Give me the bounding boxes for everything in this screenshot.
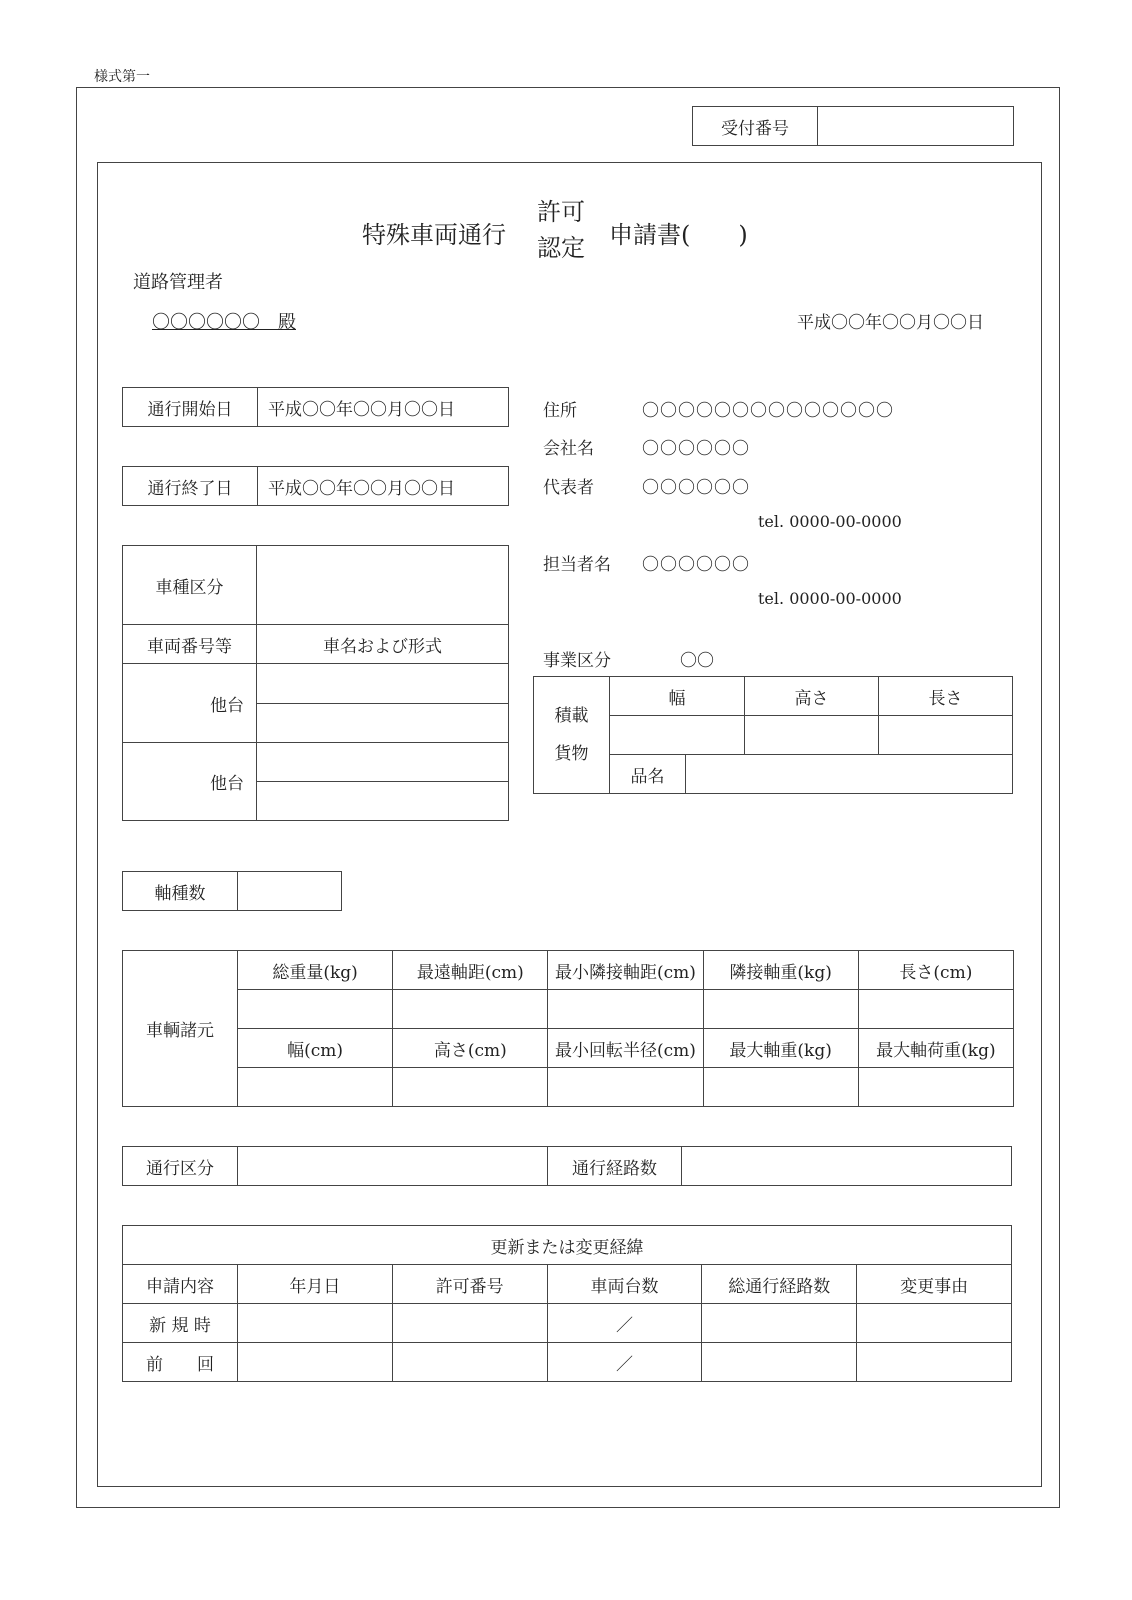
spec-header: 幅(cm) [238, 1029, 393, 1068]
business-value: 〇〇 [680, 651, 714, 671]
start-date-row [122, 387, 509, 427]
spec-field[interactable] [548, 1068, 703, 1107]
spec-field[interactable] [238, 1068, 393, 1107]
vehicle-row-field[interactable] [257, 664, 509, 703]
route-count-label: 通行経路数 [548, 1147, 682, 1186]
history-title: 更新または変更経緯 [123, 1226, 1012, 1265]
vehicle-row-field[interactable] [257, 781, 509, 820]
contact-label: 担当者名 [543, 555, 611, 575]
history-vehicles-field[interactable]: ／ [547, 1304, 702, 1343]
representative-label: 代表者 [543, 478, 594, 498]
axle-label: 軸種数 [123, 872, 238, 911]
spec-field[interactable] [858, 1068, 1013, 1107]
address-value: 〇〇〇〇〇〇〇〇〇〇〇〇〇〇 [642, 401, 894, 421]
address-label: 住所 [543, 401, 577, 421]
axle-field[interactable] [238, 872, 342, 911]
addressee-label: 道路管理者 [133, 272, 223, 293]
history-header: 申請内容 [123, 1265, 238, 1304]
history-table [122, 1225, 1012, 1382]
history-permit-field[interactable] [392, 1304, 547, 1343]
spec-header: 最遠軸距(cm) [393, 951, 548, 990]
cargo-length-field[interactable] [879, 716, 1013, 755]
title-option-permit: 許可 [537, 198, 585, 226]
cargo-height-field[interactable] [745, 716, 879, 755]
cargo-label-line-2: 貨物 [554, 744, 589, 764]
history-routes-field[interactable] [702, 1304, 857, 1343]
representative-tel: tel. 0000-00-0000 [758, 512, 902, 531]
end-date-row [122, 466, 509, 506]
spec-field[interactable] [548, 990, 703, 1029]
history-header: 年月日 [238, 1265, 393, 1304]
start-date-label: 通行開始日 [123, 388, 258, 427]
contact-value: 〇〇〇〇〇〇 [642, 555, 750, 575]
representative-value: 〇〇〇〇〇〇 [642, 478, 750, 498]
cargo-table [533, 676, 1013, 794]
receipt-label: 受付番号 [693, 107, 818, 146]
cargo-item-label: 品名 [610, 755, 686, 794]
cargo-label-line-1: 積載 [554, 706, 589, 726]
cargo-height-header: 高さ [745, 677, 879, 716]
spec-field[interactable] [703, 1068, 858, 1107]
history-reason-field[interactable] [857, 1343, 1012, 1382]
history-header: 許可番号 [392, 1265, 547, 1304]
end-date-field[interactable]: 平成〇〇年〇〇月〇〇日 [258, 467, 509, 506]
history-vehicles-field[interactable]: ／ [547, 1343, 702, 1382]
vehicle-others-label-2: 他台 [123, 742, 257, 820]
spec-header: 最大軸重(kg) [703, 1029, 858, 1068]
history-permit-field[interactable] [392, 1343, 547, 1382]
vehicle-row-field[interactable] [257, 703, 509, 742]
company-label: 会社名 [543, 439, 594, 459]
history-date-field[interactable] [238, 1343, 393, 1382]
route-count-field[interactable] [682, 1147, 1012, 1186]
history-routes-field[interactable] [702, 1343, 857, 1382]
contact-tel: tel. 0000-00-0000 [758, 589, 902, 608]
receipt-box [692, 106, 1014, 146]
spec-field[interactable] [238, 990, 393, 1029]
route-row [122, 1146, 1012, 1186]
axle-row [122, 871, 342, 911]
spec-field[interactable] [858, 990, 1013, 1029]
start-date-field[interactable]: 平成〇〇年〇〇月〇〇日 [258, 388, 509, 427]
title-option-certify: 認定 [537, 234, 585, 262]
cargo-width-header: 幅 [610, 677, 745, 716]
specs-label: 車輌諸元 [123, 951, 238, 1107]
end-date-label: 通行終了日 [123, 467, 258, 506]
history-row-label: 新 規 時 [123, 1304, 238, 1343]
spec-header: 高さ(cm) [393, 1029, 548, 1068]
company-value: 〇〇〇〇〇〇 [642, 439, 750, 459]
spec-header: 最小隣接軸距(cm) [548, 951, 703, 990]
history-header: 総通行経路数 [702, 1265, 857, 1304]
spec-header: 総重量(kg) [238, 951, 393, 990]
history-header: 車両台数 [547, 1265, 702, 1304]
spec-field[interactable] [393, 990, 548, 1029]
receipt-number-field[interactable] [818, 107, 1014, 146]
addressee-name: 〇〇〇〇〇〇 殿 [152, 312, 296, 333]
vehicle-model-label: 車名および形式 [257, 625, 509, 664]
history-date-field[interactable] [238, 1304, 393, 1343]
route-division-label: 通行区分 [123, 1147, 238, 1186]
vehicle-type-field[interactable] [257, 546, 509, 625]
table-row [123, 1343, 1012, 1382]
spec-field[interactable] [703, 990, 858, 1029]
vehicle-table [122, 545, 509, 821]
route-division-field[interactable] [238, 1147, 548, 1186]
spec-header: 最小回転半径(cm) [548, 1029, 703, 1068]
vehicle-others-label-1: 他台 [123, 664, 257, 742]
table-row [123, 1304, 1012, 1343]
title-main: 特殊車両通行 [362, 221, 506, 249]
vehicle-number-label: 車両番号等 [123, 625, 257, 664]
spec-header: 最大軸荷重(kg) [858, 1029, 1013, 1068]
history-header: 変更事由 [857, 1265, 1012, 1304]
history-row-label: 前 回 [123, 1343, 238, 1382]
spec-header: 隣接軸重(kg) [703, 951, 858, 990]
form-label: 様式第一 [94, 69, 150, 85]
title-suffix: 申請書( ) [609, 221, 748, 249]
vehicle-row-field[interactable] [257, 742, 509, 781]
specs-table [122, 950, 1014, 1107]
application-date: 平成〇〇年〇〇月〇〇日 [797, 313, 984, 333]
cargo-item-field[interactable] [686, 755, 1013, 794]
spec-field[interactable] [393, 1068, 548, 1107]
cargo-length-header: 長さ [879, 677, 1013, 716]
cargo-label [534, 677, 610, 794]
vehicle-type-label: 車種区分 [123, 546, 257, 625]
cargo-width-field[interactable] [610, 716, 745, 755]
history-reason-field[interactable] [857, 1304, 1012, 1343]
business-label: 事業区分 [543, 651, 611, 671]
spec-header: 長さ(cm) [858, 951, 1013, 990]
